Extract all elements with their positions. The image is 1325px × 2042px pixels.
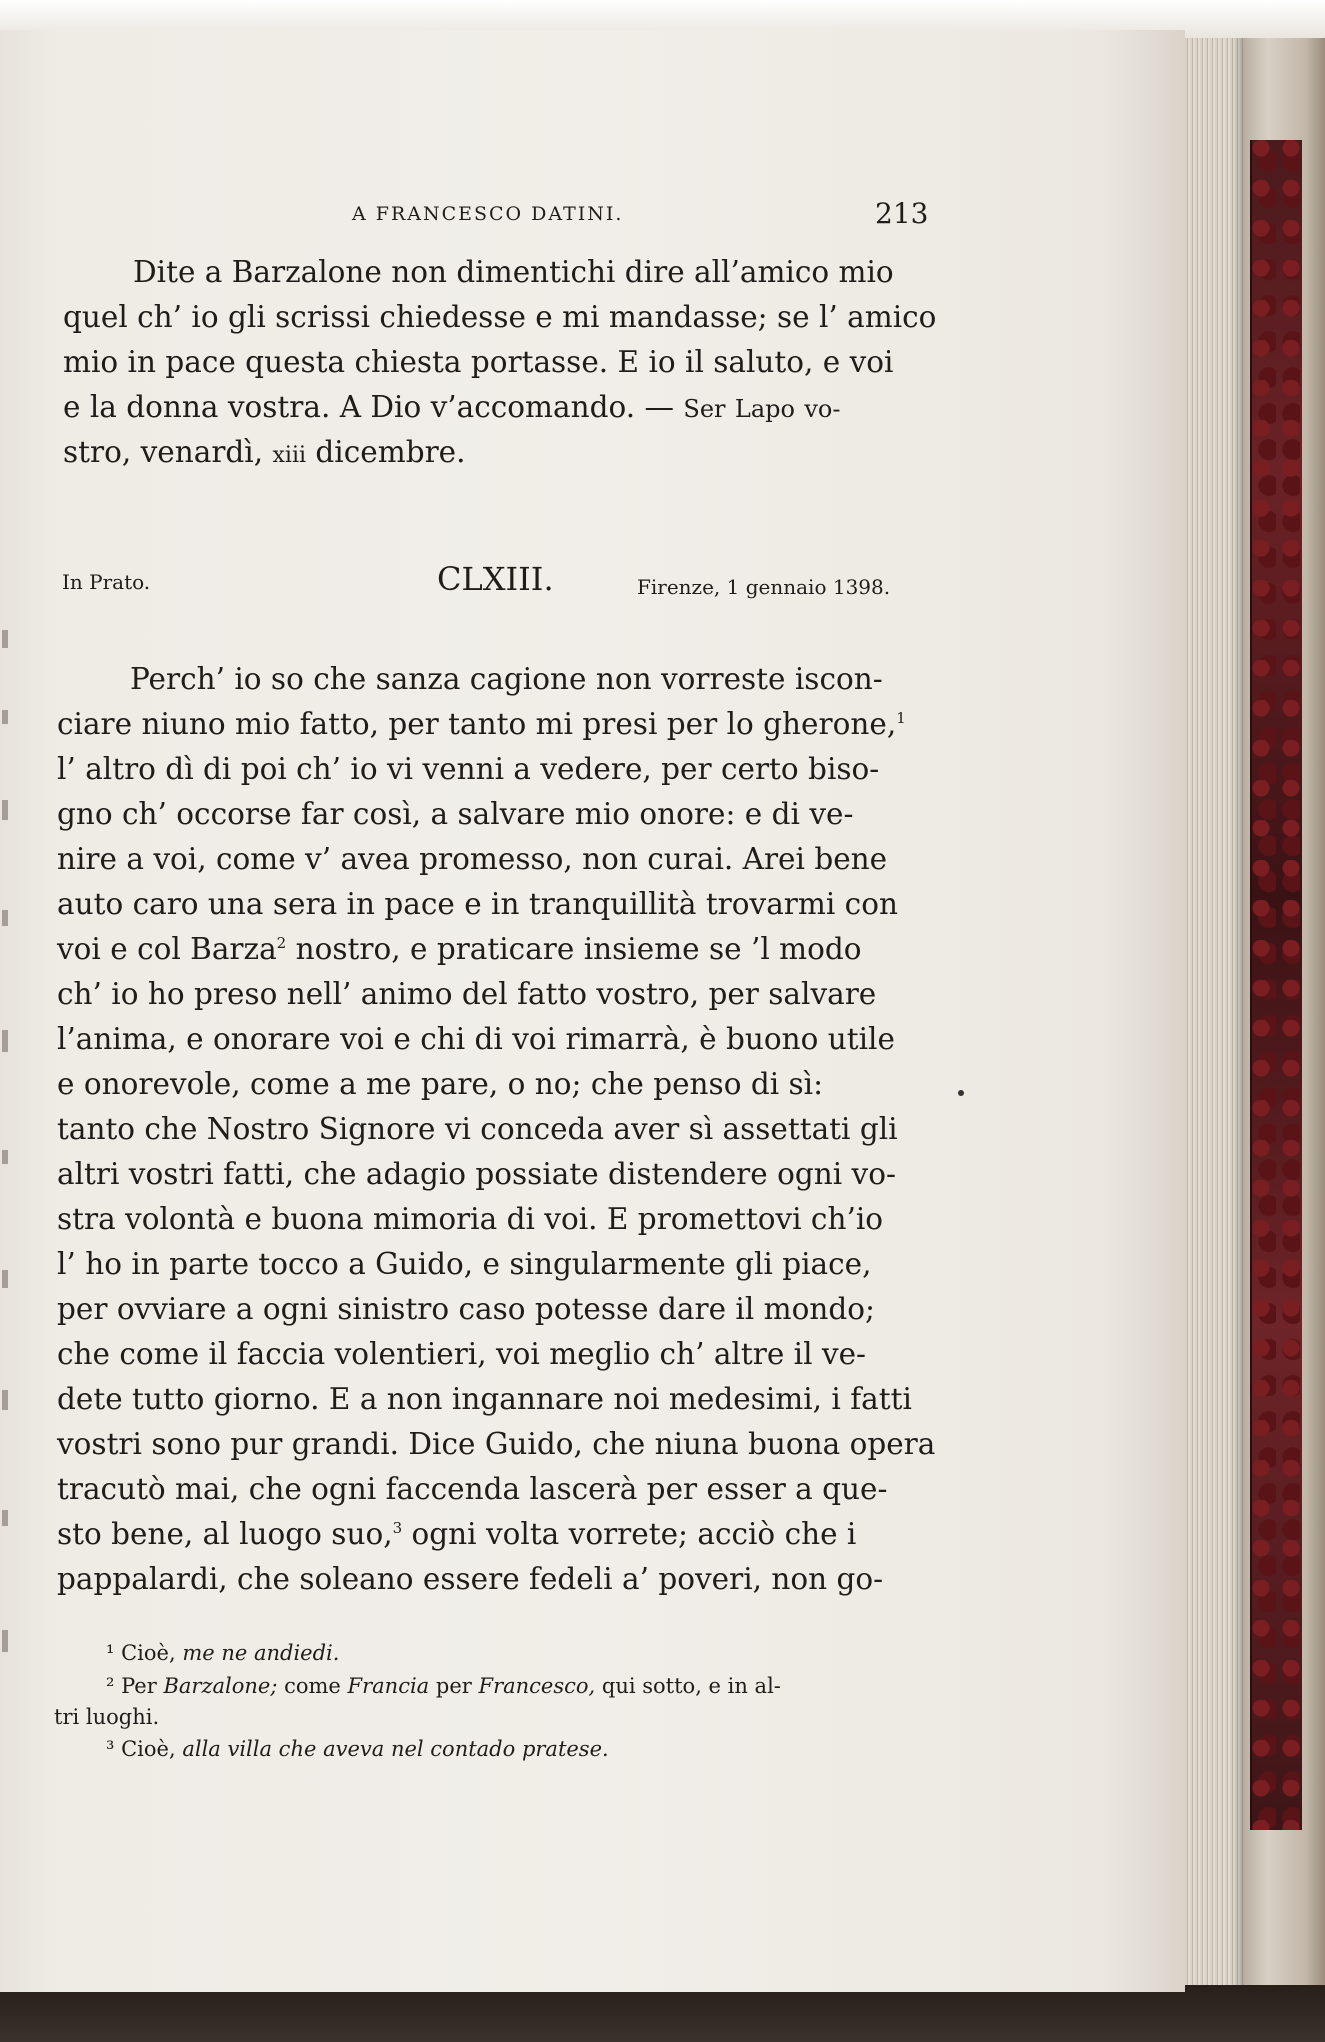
footnote-3 (106, 1734, 609, 1765)
text-line: vostri sono pur grandi. Dice Guido, che niuna buona opera (57, 1427, 936, 1461)
footnote-1 (106, 1638, 339, 1669)
footnote-text: qui sotto, e in al- (601, 1674, 781, 1698)
text-line: auto caro una sera in pace e in tranquillità trovarmi con (57, 887, 898, 921)
footnote-text: me ne andiedi. (182, 1641, 340, 1665)
text-line: Dite a Barzalone non dimentichi dire all’amico mio (133, 255, 894, 289)
footnote-2 (106, 1671, 781, 1702)
footnote-text: Cioè, (121, 1737, 176, 1761)
text-line (57, 702, 906, 747)
text-line (57, 1512, 856, 1557)
text-segment: e la donna vostra. A Dio v’accomando. — (63, 390, 674, 424)
footnote-number: ³ (106, 1737, 115, 1761)
text-line: l’ altro dì di poi ch’ io vi venni a vedere, per certo biso- (57, 752, 880, 786)
text-line: Perch’ io so che sanza cagione non vorreste iscon- (130, 662, 883, 696)
text-segment: nostro, e praticare insieme se ’l modo (295, 932, 862, 966)
text-line: ch’ io ho preso nell’ animo del fatto vostro, per salvare (57, 977, 877, 1011)
footnote-text: alla villa che aveva nel contado pratese. (182, 1737, 609, 1761)
text-line (63, 385, 840, 432)
text-line: stra volontà e buona mimoria di voi. E promettovi ch’io (57, 1202, 884, 1236)
letter-number: CLXIII. (437, 560, 554, 598)
marbled-board (1250, 140, 1302, 1830)
text-line: l’ ho in parte tocco a Guido, e singularmente gli piace, (57, 1247, 872, 1281)
footnote-text: per (435, 1674, 472, 1698)
text-line: tanto che Nostro Signore vi conceda aver sì assettati gli (57, 1112, 898, 1146)
footnote-text: Cioè, (121, 1641, 176, 1665)
text-line: per ovviare a ogni sinistro caso potesse dare il mondo; (57, 1292, 875, 1326)
running-title: A FRANCESCO DATINI. (352, 203, 624, 225)
letter-recipient-place: In Prato. (62, 570, 151, 594)
text-segment: stro, venardì, (63, 435, 264, 469)
month: dicembre. (315, 435, 466, 469)
text-segment: ogni volta vorrete; acciò che i (411, 1517, 857, 1551)
text-line: l’anima, e onorare voi e chi di voi rimarrà, è buono utile (57, 1022, 895, 1056)
text-line: quel ch’ io gli scrissi chiedesse e mi mandasse; se l’ amico (63, 300, 937, 334)
text-line: gno ch’ occorse far così, a salvare mio onore: e di ve- (57, 797, 854, 831)
text-line: mio in pace questa chiesta portasse. E io il saluto, e voi (63, 345, 894, 379)
text-line: dete tutto giorno. E a non ingannare noi medesimi, i fatti (57, 1382, 912, 1416)
bottom-shadow (0, 1985, 1325, 2042)
page-number: 213 (875, 197, 929, 230)
signature-ser: Ser (683, 395, 726, 423)
text-line (63, 430, 466, 479)
footnote-mark: 2 (276, 934, 287, 952)
footnote-2-continued: tri luoghi. (54, 1705, 160, 1729)
footnote-text: Per (121, 1674, 157, 1698)
text-line: tracutò mai, che ogni faccenda lascerà per esser a que- (57, 1472, 888, 1506)
text-line: pappalardi, che soleano essere fedeli a’ poveri, non go- (57, 1562, 884, 1596)
text-line: e onorevole, come a me pare, o no; che penso di sì: (57, 1067, 824, 1101)
page-edges (1180, 30, 1245, 1995)
footnote-number: ¹ (106, 1641, 115, 1665)
ink-speck (958, 1090, 964, 1096)
text-segment: voi e col Barza (57, 932, 277, 966)
footnote-text: Barzalone; (163, 1674, 278, 1698)
footnote-number: ² (106, 1674, 115, 1698)
footnote-text: Francesco, (478, 1674, 596, 1698)
gutter-marks (0, 630, 14, 1830)
text-segment: ciare niuno mio fatto, per tanto mi presi per lo gherone, (57, 707, 897, 741)
signature-lapo: Lapo (734, 395, 795, 423)
footnote-mark: 3 (392, 1519, 403, 1537)
footnote-mark: 1 (896, 709, 906, 727)
hyphen-tail: vo- (804, 395, 841, 423)
text-line: nire a voi, come v’ avea promesso, non curai. Arei bene (57, 842, 888, 876)
roman-day: xiii (272, 443, 307, 468)
letter-date: Firenze, 1 gennaio 1398. (637, 575, 891, 599)
text-line (57, 927, 862, 972)
text-segment: sto bene, al luogo suo, (57, 1517, 393, 1551)
footnote-text: come (284, 1674, 341, 1698)
footnote-text: Francia (347, 1674, 430, 1698)
text-line: altri vostri fatti, che adagio possiate distendere ogni vo- (57, 1157, 896, 1191)
text-line: che come il faccia volentieri, voi meglio ch’ altre il ve- (57, 1337, 866, 1371)
